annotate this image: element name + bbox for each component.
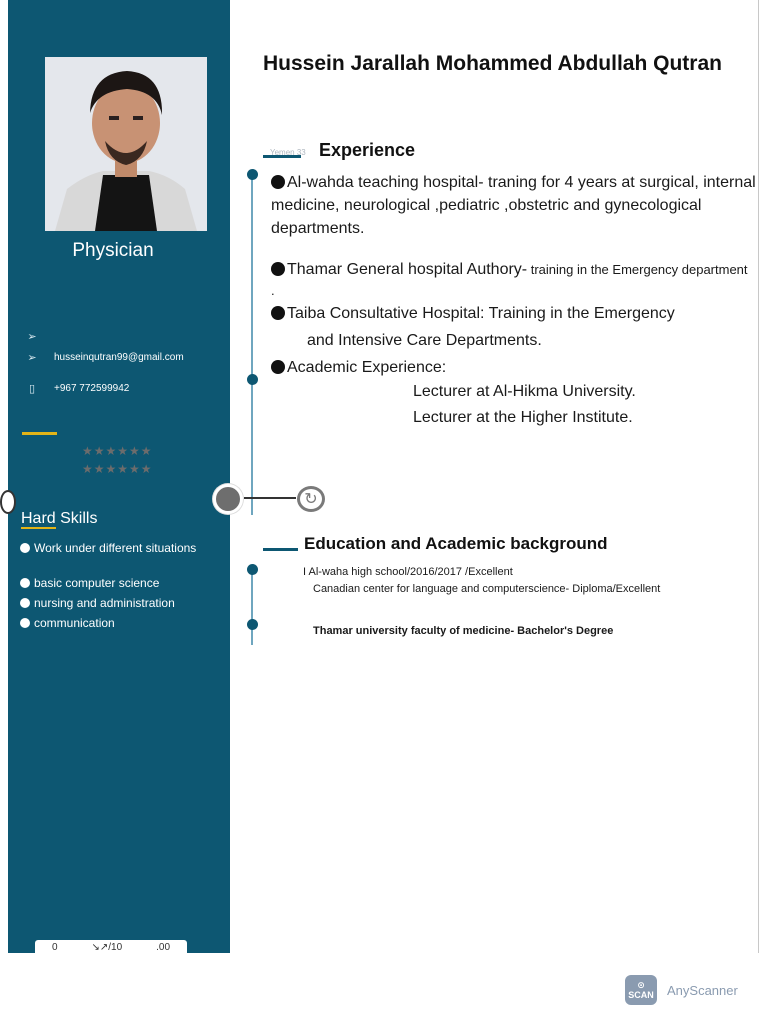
faint-text: Yemen 33 <box>270 148 306 157</box>
experience-item <box>271 258 751 300</box>
timeline-node <box>213 484 243 514</box>
bullet-icon <box>20 543 30 553</box>
bullet-icon <box>271 262 285 276</box>
timeline-dot <box>247 619 258 630</box>
sidebar <box>8 0 230 953</box>
logo-text: SCAN <box>628 990 654 1000</box>
connector-line <box>244 497 296 499</box>
experience-text: Al-wahda teaching hospital- traning for 4 years at surgical, internal medicine, neurological ,pediatric ,obstetric and gynecological departments. <box>271 174 756 237</box>
contact-row-phone <box>22 381 129 395</box>
education-timeline <box>251 565 253 645</box>
experience-text: Taiba Consultative Hospital: Training in the Emergency <box>287 305 675 322</box>
logo-glyph: ⊙ <box>637 980 645 990</box>
card-text: .00 <box>156 942 171 953</box>
skill-label: basic computer science <box>34 576 160 590</box>
bullet-icon <box>20 618 30 628</box>
card-text: 0 <box>51 942 58 953</box>
skill-label: Work under different situations <box>34 541 197 555</box>
send-icon: ➢ <box>27 351 37 364</box>
lecturer-line: Lecturer at the Higher Institute. <box>413 409 633 426</box>
bottom-card <box>35 940 187 953</box>
education-item: Thamar university faculty of medicine- Bachelor's Degree <box>313 625 614 637</box>
experience-item <box>271 356 571 379</box>
skill-item <box>20 575 210 591</box>
experience-timeline <box>251 170 253 515</box>
refresh-icon: ↻ <box>297 486 325 512</box>
bullet-icon <box>20 578 30 588</box>
accent-divider <box>22 432 57 435</box>
phone-icon: ▯ <box>28 382 36 395</box>
full-name: Hussein Jarallah Mohammed Abdullah Qutran <box>263 52 722 75</box>
scanner-logo-icon <box>625 975 657 1005</box>
timeline-dot <box>247 374 258 385</box>
send-icon: ➢ <box>27 330 37 343</box>
edge-circle <box>0 490 16 514</box>
job-title: Physician <box>72 240 154 261</box>
education-item: I Al-waha high school/2016/2017 /Excellent <box>303 566 513 578</box>
skill-label: communication <box>34 616 115 630</box>
experience-text-cont: and Intensive Care Departments. <box>307 332 542 349</box>
skill-item <box>20 595 210 611</box>
skill-item <box>20 540 210 556</box>
rating-stars-row: ★★★★★★ <box>82 444 153 458</box>
bullet-icon <box>271 360 285 374</box>
education-heading: Education and Academic background <box>304 534 608 553</box>
card-text: ↘↗/10 <box>91 942 123 953</box>
experience-text: training in the Emergency department . <box>271 262 748 298</box>
email-text[interactable]: husseinqutran99@gmail.com <box>54 351 184 363</box>
rating-stars-row: ★★★★★★ <box>82 462 153 476</box>
scanner-name: AnyScanner <box>667 983 738 998</box>
education-item: Canadian center for language and computerscience- Diploma/Excellent <box>313 583 661 595</box>
timeline-dot <box>247 564 258 575</box>
skills-heading-highlight: Hard <box>21 510 56 527</box>
profile-photo <box>45 57 207 231</box>
experience-item <box>271 302 756 325</box>
experience-text: Thamar General hospital Authory- <box>287 261 528 278</box>
experience-heading: Experience <box>319 140 416 160</box>
skills-heading <box>21 510 97 528</box>
timeline-dot <box>247 169 258 180</box>
skill-label: nursing and administration <box>34 596 175 610</box>
page-edge <box>758 0 759 953</box>
bullet-icon <box>271 306 285 320</box>
person-photo-illustration <box>45 57 207 231</box>
skills-heading-rest: Skills <box>55 510 98 527</box>
lecturer-line: Lecturer at Al-Hikma University. <box>413 383 636 400</box>
experience-text: Academic Experience: <box>287 359 447 376</box>
bullet-icon <box>271 175 285 189</box>
contact-row-email <box>22 350 184 364</box>
experience-item <box>271 171 756 240</box>
section-accent-line <box>263 548 298 551</box>
phone-text[interactable]: +967 772599942 <box>54 382 130 394</box>
skill-item <box>20 615 210 631</box>
contact-row-blank <box>22 329 54 343</box>
bullet-icon <box>20 598 30 608</box>
